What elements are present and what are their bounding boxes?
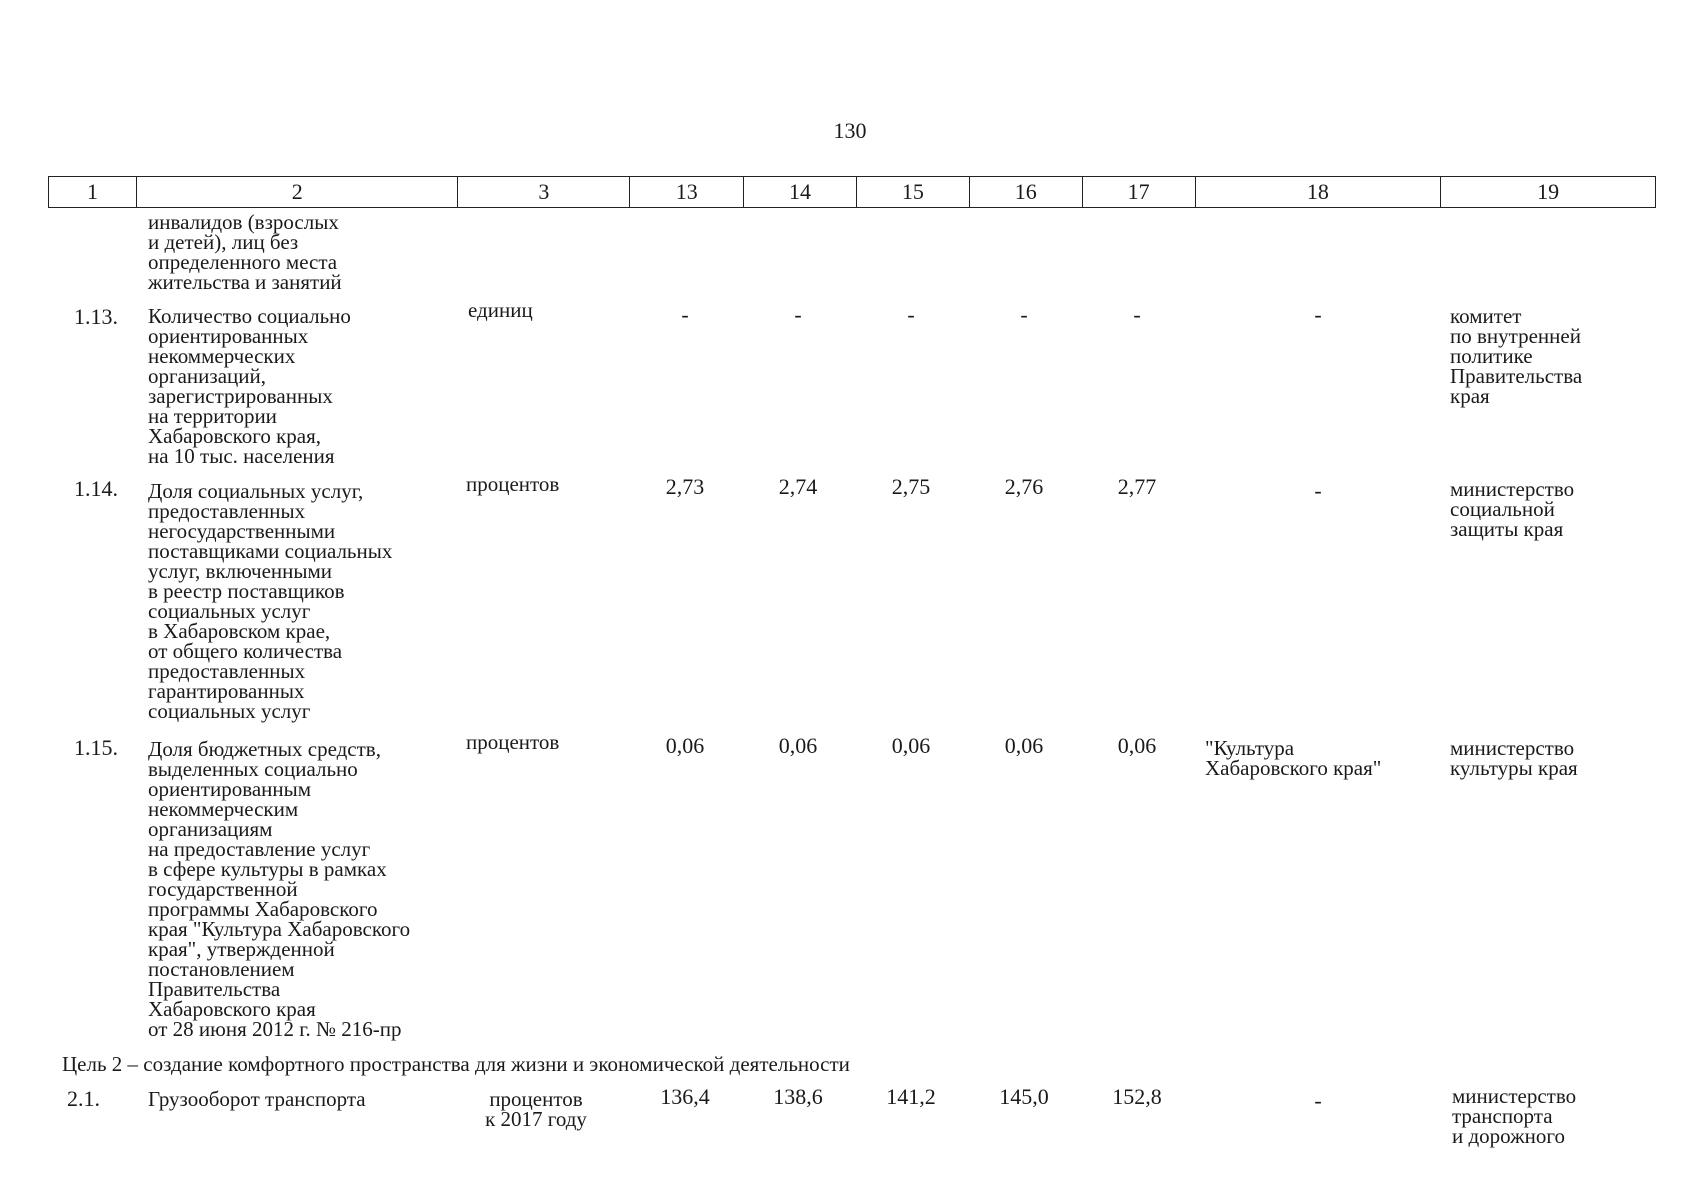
value-col-14: 0,06 <box>778 733 818 758</box>
indicator-name: Доля бюджетных средств, выделенных социально ориентированным некоммерческим организациям на предоставление услуг в сфере культуры в рамках государственной программы Хабаровского края "Культура Хабаровского края", утвержденной постановлением Правительства Хабаровского края от 28 июня 2012 г. № 216-пр <box>148 737 411 1041</box>
value-col-16: 0,06 <box>1004 733 1044 758</box>
row-number: 1.13. <box>74 304 118 329</box>
row-number: 1.15. <box>74 735 118 760</box>
value-col-13: 0,06 <box>665 733 705 758</box>
value-col-17: 2,77 <box>1117 474 1157 499</box>
value-col-16: - <box>1020 302 1028 327</box>
row-number: 1.14. <box>74 476 118 501</box>
header-col-13: 13 <box>630 177 744 207</box>
row-number: 2.1. <box>67 1086 100 1111</box>
value-col-15: 2,75 <box>891 474 931 499</box>
header-col-3: 3 <box>458 177 630 207</box>
value-col-13: - <box>681 302 689 327</box>
value-col-17: 152,8 <box>1112 1084 1162 1109</box>
value-col-13: 136,4 <box>660 1084 710 1109</box>
header-col-16: 16 <box>970 177 1083 207</box>
unit: единиц <box>468 298 533 322</box>
unit: процентов <box>466 472 560 496</box>
value-col-14: 138,6 <box>773 1084 823 1109</box>
value-col-17: - <box>1133 302 1141 327</box>
value-col-15: 141,2 <box>886 1084 936 1109</box>
value-col-17: 0,06 <box>1117 733 1157 758</box>
goal-2-heading: Цель 2 – создание комфортного пространства для жизни и экономической деятельности <box>62 1052 850 1076</box>
indicator-name: Доля социальных услуг, предоставленных негосударственными поставщиками социальных услуг, включенными в реестр поставщиков социальных услуг в Хабаровском крае, от общего количества предоставленных гарантированных социальных услуг <box>148 479 393 723</box>
value-col-16: 145,0 <box>999 1084 1049 1109</box>
responsible: министерство культуры края <box>1450 736 1578 780</box>
header-col-15: 15 <box>857 177 970 207</box>
column-number-header <box>48 176 1656 208</box>
responsible: комитет по внутренней политике Правительства края <box>1450 304 1583 408</box>
program-name: - <box>1314 1088 1322 1113</box>
header-col-18: 18 <box>1196 177 1442 207</box>
responsible: министерство социальной защиты края <box>1450 477 1575 541</box>
header-col-2: 2 <box>137 177 459 207</box>
program-name: "Культура Хабаровского края" <box>1205 736 1382 780</box>
header-col-14: 14 <box>744 177 857 207</box>
program-name: - <box>1314 302 1322 327</box>
indicator-name: Количество социально ориентированных некоммерческих организаций, зарегистрированных на территории Хабаровского края, на 10 тыс. населения <box>148 304 351 468</box>
unit: процентов к 2017 году <box>485 1087 587 1131</box>
value-col-14: 2,74 <box>778 474 818 499</box>
unit: процентов <box>466 730 560 754</box>
header-col-19: 19 <box>1537 179 1560 204</box>
value-col-15: 0,06 <box>891 733 931 758</box>
header-col-17: 17 <box>1083 177 1196 207</box>
continuation-text: инвалидов (взрослых и детей), лиц без определенного места жительства и занятий <box>148 210 342 294</box>
value-col-13: 2,73 <box>665 474 705 499</box>
header-col-1: 1 <box>49 177 137 207</box>
value-col-15: - <box>907 302 915 327</box>
responsible: министерство транспорта и дорожного <box>1452 1084 1577 1148</box>
page-number: 130 <box>833 118 867 143</box>
indicator-name: Грузооборот транспорта <box>148 1087 366 1111</box>
value-col-16: 2,76 <box>1004 474 1044 499</box>
value-col-14: - <box>794 302 802 327</box>
program-name: - <box>1314 478 1322 503</box>
